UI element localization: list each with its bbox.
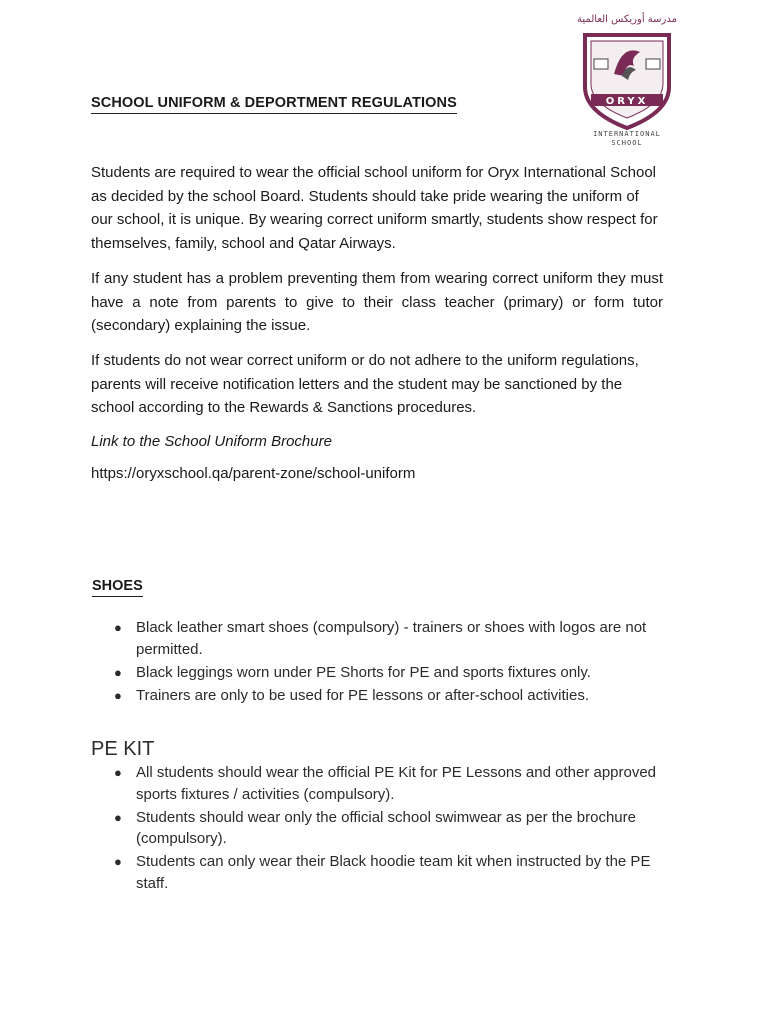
- paragraph-intro: Students are required to wear the official school uniform for Oryx International School as decided by the school Board. Students should take pride wearing the uniform of our school, it is unique. By wearing correct uniform smartly, students show respect for themselves, family, school and Qatar Airways.: [91, 164, 658, 252]
- list-item-text: Black leggings worn under PE Shorts for PE and sports fixtures only.: [136, 663, 591, 681]
- bullet-icon: ●: [114, 765, 122, 780]
- bullet-icon: ●: [114, 687, 122, 703]
- list-item-text: Students can only wear their Black hoodie team kit when instructed by the PE staff.: [136, 853, 651, 892]
- brochure-link-label: Link to the School Uniform Brochure: [91, 433, 332, 450]
- logo-subtitle-line1: INTERNATIONAL: [593, 130, 661, 138]
- list-item: [112, 807, 672, 850]
- page-title: SCHOOL UNIFORM & DEPORTMENT REGULATIONS: [91, 94, 457, 114]
- bullet-icon: ●: [114, 854, 122, 869]
- logo-name: ORYX: [605, 96, 649, 107]
- pe-kit-heading: PE KIT: [91, 738, 155, 760]
- paragraph-sanctions: If students do not wear correct uniform or do not adhere to the uniform regulations, parents will receive notification letters and the student may be sanctioned by the school according to the Rewards & Sanctions procedures.: [91, 352, 639, 416]
- list-item-text: Students should wear only the official school swimwear as per the brochure (compulsory).: [136, 808, 636, 847]
- bullet-icon: ●: [114, 809, 122, 825]
- pe-kit-list: [112, 762, 672, 896]
- shoes-list: [112, 617, 672, 708]
- shoes-heading: SHOES: [92, 577, 143, 597]
- list-item: [112, 851, 672, 894]
- list-item-text: Trainers are only to be used for PE lessons or after-school activities.: [136, 686, 589, 704]
- list-item: [112, 762, 672, 805]
- paragraph-problem-note: If any student has a problem preventing them from wearing correct uniform they must have a note from parents to give to their class teacher (primary) or form tutor (secondary) explaining the issue.: [91, 270, 663, 334]
- logo-arabic-text: مدرسة أوريكس العالمية: [577, 14, 677, 25]
- crest-icon: [582, 32, 672, 130]
- logo-subtitle-line2: SCHOOL: [611, 139, 643, 147]
- list-item-text: Black leather smart shoes (compulsory) - trainers or shoes with logos are not permitted.: [136, 619, 647, 658]
- bullet-icon: ●: [114, 620, 122, 635]
- bullet-icon: ●: [114, 664, 122, 680]
- list-item-text: All students should wear the official PE Kit for PE Lessons and other approved sports fixtures / activities (compulsory).: [136, 764, 657, 803]
- list-item: [112, 662, 672, 684]
- list-item: [112, 617, 672, 660]
- school-logo: [576, 14, 678, 150]
- list-item: [112, 685, 672, 707]
- brochure-link-url[interactable]: https://oryxschool.qa/parent-zone/school-uniform: [91, 465, 416, 482]
